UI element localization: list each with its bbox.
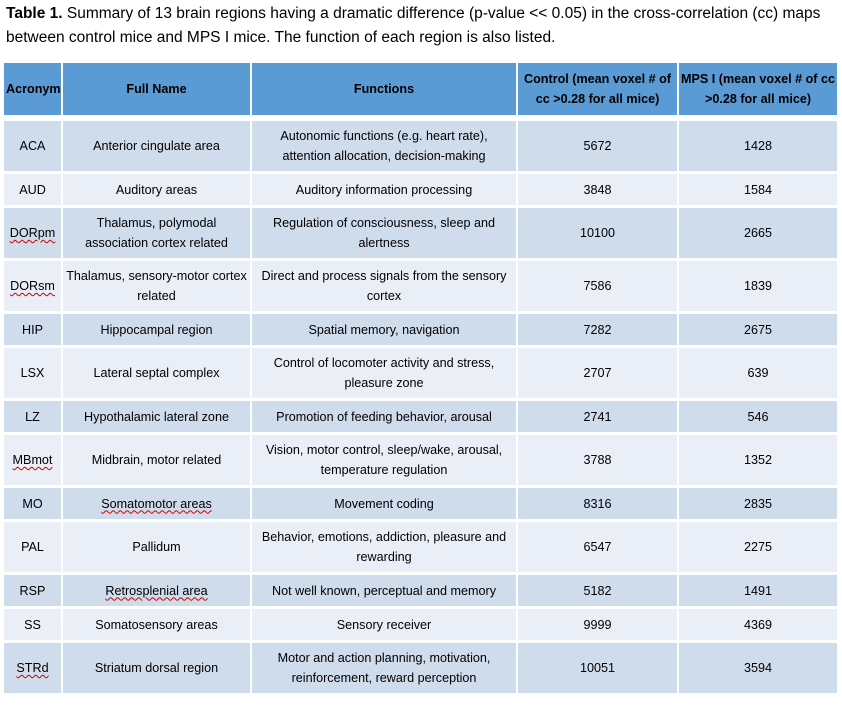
cell-control: 5672 <box>517 118 678 173</box>
cell-acronym: ACA <box>4 118 62 173</box>
cell-mps: 2835 <box>678 487 837 521</box>
cell-mps: 1352 <box>678 434 837 487</box>
cell-acronym: MO <box>4 487 62 521</box>
cell-functions: Movement coding <box>251 487 517 521</box>
cell-control: 5182 <box>517 574 678 608</box>
table-caption <box>6 2 836 50</box>
cell-full-name: Hippocampal region <box>62 313 251 347</box>
table-row <box>4 118 837 173</box>
cell-acronym: LSX <box>4 347 62 400</box>
cell-acronym: SS <box>4 608 62 642</box>
cell-acronym-text: DORsm <box>10 279 55 293</box>
cell-functions: Not well known, perceptual and memory <box>251 574 517 608</box>
cell-full-name: Somatosensory areas <box>62 608 251 642</box>
cell-full-name: Auditory areas <box>62 173 251 207</box>
cell-acronym <box>4 207 62 260</box>
cell-full-name: Thalamus, polymodal association cortex related <box>62 207 251 260</box>
cell-acronym: AUD <box>4 173 62 207</box>
cell-mps: 3594 <box>678 642 837 695</box>
cell-acronym <box>4 434 62 487</box>
cell-functions: Behavior, emotions, addiction, pleasure and rewarding <box>251 521 517 574</box>
cell-control: 3848 <box>517 173 678 207</box>
cell-full-name: Hypothalamic lateral zone <box>62 400 251 434</box>
cell-mps: 2665 <box>678 207 837 260</box>
table-row <box>4 608 837 642</box>
cell-full-name <box>62 487 251 521</box>
table-row <box>4 173 837 207</box>
table-row <box>4 313 837 347</box>
header-full-name: Full Name <box>62 63 251 118</box>
table-header-row <box>4 63 837 118</box>
cell-mps: 2675 <box>678 313 837 347</box>
cell-full-name <box>62 574 251 608</box>
cell-control: 9999 <box>517 608 678 642</box>
cell-acronym: LZ <box>4 400 62 434</box>
table-row <box>4 207 837 260</box>
brain-regions-table <box>4 63 837 696</box>
cell-control: 7586 <box>517 260 678 313</box>
cell-functions: Motor and action planning, motivation, reinforcement, reward perception <box>251 642 517 695</box>
cell-control: 10100 <box>517 207 678 260</box>
cell-functions: Vision, motor control, sleep/wake, arousal, temperature regulation <box>251 434 517 487</box>
header-control: Control (mean voxel # of cc >0.28 for all mice) <box>517 63 678 118</box>
table-row <box>4 400 837 434</box>
cell-control: 3788 <box>517 434 678 487</box>
cell-acronym: RSP <box>4 574 62 608</box>
header-mps: MPS I (mean voxel # of cc >0.28 for all mice) <box>678 63 837 118</box>
cell-full-name: Striatum dorsal region <box>62 642 251 695</box>
cell-acronym-text: MBmot <box>12 453 53 467</box>
cell-control: 8316 <box>517 487 678 521</box>
caption-label: Table 1. <box>6 5 63 22</box>
cell-full-name-text: Retrosplenial area <box>105 583 208 598</box>
cell-functions: Direct and process signals from the sensory cortex <box>251 260 517 313</box>
table-row <box>4 260 837 313</box>
cell-mps: 1584 <box>678 173 837 207</box>
cell-acronym <box>4 260 62 313</box>
cell-control: 2707 <box>517 347 678 400</box>
cell-full-name: Pallidum <box>62 521 251 574</box>
cell-full-name: Lateral septal complex <box>62 347 251 400</box>
header-acronym: Acronym <box>4 63 62 118</box>
table-row <box>4 642 837 695</box>
cell-functions: Control of locomoter activity and stress, pleasure zone <box>251 347 517 400</box>
cell-control: 6547 <box>517 521 678 574</box>
cell-mps: 2275 <box>678 521 837 574</box>
cell-acronym-text: STRd <box>16 661 49 675</box>
cell-mps: 1428 <box>678 118 837 173</box>
table-row <box>4 521 837 574</box>
cell-functions: Spatial memory, navigation <box>251 313 517 347</box>
cell-mps: 639 <box>678 347 837 400</box>
cell-functions: Autonomic functions (e.g. heart rate), attention allocation, decision-making <box>251 118 517 173</box>
header-functions: Functions <box>251 63 517 118</box>
cell-functions: Sensory receiver <box>251 608 517 642</box>
cell-acronym <box>4 642 62 695</box>
cell-full-name: Thalamus, sensory-motor cortex related <box>62 260 251 313</box>
cell-mps: 546 <box>678 400 837 434</box>
cell-full-name: Anterior cingulate area <box>62 118 251 173</box>
cell-full-name: Midbrain, motor related <box>62 434 251 487</box>
cell-full-name-text: Somatomotor areas <box>101 496 212 511</box>
table-row <box>4 347 837 400</box>
cell-mps: 1839 <box>678 260 837 313</box>
table-row <box>4 487 837 521</box>
table-row <box>4 574 837 608</box>
cell-functions: Promotion of feeding behavior, arousal <box>251 400 517 434</box>
cell-functions: Auditory information processing <box>251 173 517 207</box>
cell-control: 2741 <box>517 400 678 434</box>
cell-functions: Regulation of consciousness, sleep and alertness <box>251 207 517 260</box>
cell-control: 10051 <box>517 642 678 695</box>
cell-mps: 4369 <box>678 608 837 642</box>
caption-text: Summary of 13 brain regions having a dramatic difference (p-value << 0.05) in the cross-correlation (cc) maps between control mice and MPS I mice. The function of each region is also listed. <box>6 5 821 46</box>
cell-mps: 1491 <box>678 574 837 608</box>
cell-acronym: PAL <box>4 521 62 574</box>
table-row <box>4 434 837 487</box>
cell-control: 7282 <box>517 313 678 347</box>
cell-acronym-text: DORpm <box>9 226 56 240</box>
cell-acronym: HIP <box>4 313 62 347</box>
